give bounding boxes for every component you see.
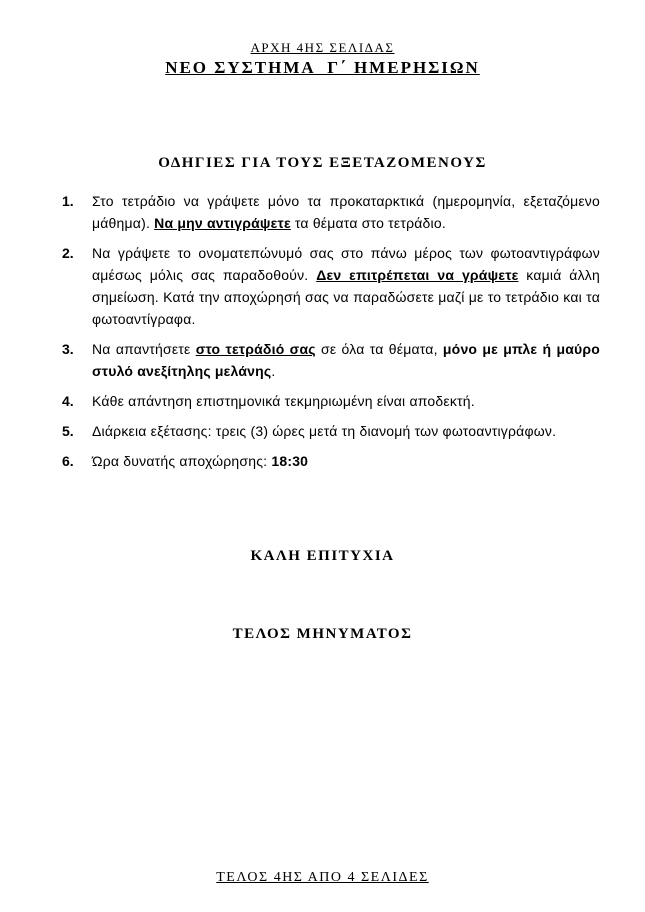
text-segment: Κάθε απάντηση επιστημονικά τεκμηριωμένη είναι αποδεκτή. xyxy=(92,393,475,409)
instruction-item-6 xyxy=(62,450,600,472)
system-title: ΝΕΟ ΣΥΣΤΗΜΑ Γ΄ ΗΜΕΡΗΣΙΩΝ xyxy=(165,58,480,77)
instructions-list xyxy=(62,190,600,480)
item-text xyxy=(92,420,600,442)
instruction-item-4 xyxy=(62,390,600,412)
emphasis-not-allowed: Δεν επιτρέπεται να γράψετε xyxy=(316,267,519,283)
text-segment: καμιά άλλη σημείωση. Κατά την αποχώρησή σας να παραδώσετε μαζί με το τετράδιο και τα φωτοαντίγραφα. xyxy=(92,267,600,327)
text-segment: . xyxy=(271,363,276,379)
item-number: 1. xyxy=(62,193,74,209)
item-number: 2. xyxy=(62,245,74,261)
item-number: 4. xyxy=(62,393,74,409)
item-number: 3. xyxy=(62,341,74,357)
emphasis-do-not-copy: Να μην αντιγράψετε xyxy=(154,215,291,231)
text-segment: Στο τετράδιο να γράψετε μόνο τα προκαταρκτικά (ημερομηνία, εξεταζόμενο μάθημα). xyxy=(92,193,600,231)
text-segment: Να γράψετε το ονοματεπώνυμό σας στο πάνω μέρος των φωτοαντιγράφων αμέσως μόλις σας παραδοθούν. xyxy=(92,245,600,283)
text-segment: σε όλα τα θέματα, xyxy=(315,341,443,357)
page-start-header: ΑΡΧΗ 4ΗΣ ΣΕΛΙΔΑΣ xyxy=(250,40,395,55)
item-text xyxy=(92,450,600,472)
item-text xyxy=(92,390,600,412)
text-segment: Ώρα δυνατής αποχώρησης: xyxy=(92,453,272,469)
emphasis-in-notebook: στο τετράδιό σας xyxy=(195,341,316,357)
text-segment: Να απαντήσετε xyxy=(92,341,196,357)
page-end-footer: ΤΕΛΟΣ 4ΗΣ ΑΠΟ 4 ΣΕΛΙΔΕΣ xyxy=(216,870,429,885)
item-text xyxy=(92,242,600,330)
item-number: 5. xyxy=(62,423,74,439)
item-number: 6. xyxy=(62,453,74,469)
instruction-item-3 xyxy=(62,338,600,382)
instruction-item-1 xyxy=(62,190,600,234)
instructions-title: ΟΔΗΓΙΕΣ ΓΙΑ ΤΟΥΣ ΕΞΕΤΑΖΟΜΕΝΟΥΣ xyxy=(158,155,487,171)
text-segment: Διάρκεια εξέτασης: τρεις (3) ώρες μετά τη διανομή των φωτοαντιγράφων. xyxy=(92,423,557,439)
item-text xyxy=(92,338,600,382)
good-luck-heading: ΚΑΛΗ ΕΠΙΤΥΧΙΑ xyxy=(250,548,395,564)
item-text xyxy=(92,190,600,234)
departure-time: 18:30 xyxy=(271,453,309,469)
text-segment: τα θέματα στο τετράδιο. xyxy=(290,215,446,231)
instruction-item-2 xyxy=(62,242,600,330)
emphasis-pen-color: μόνο με μπλε ή μαύρο στυλό ανεξίτηλης μελάνης xyxy=(92,341,600,379)
end-of-message-heading: ΤΕΛΟΣ ΜΗΝΥΜΑΤΟΣ xyxy=(232,626,413,642)
instruction-item-5 xyxy=(62,420,600,442)
